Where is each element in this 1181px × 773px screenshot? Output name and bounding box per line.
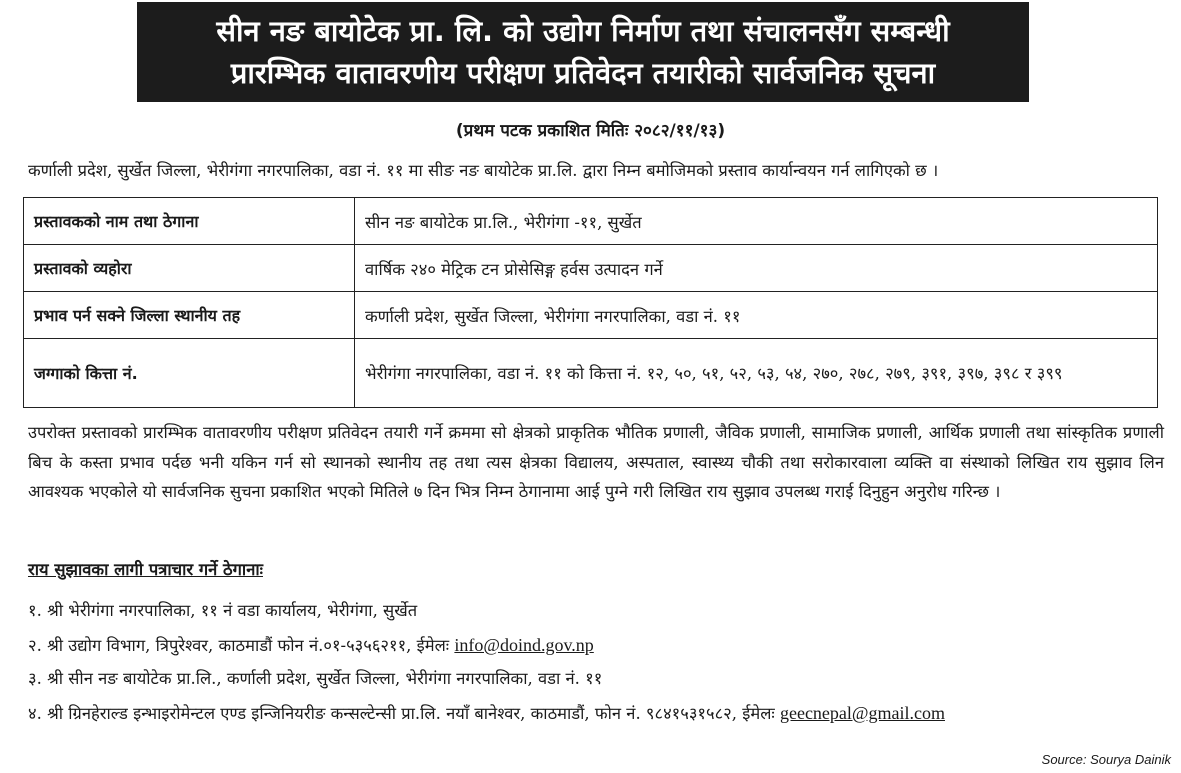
email-label: ईमेलः <box>742 704 780 723</box>
list-item <box>28 698 945 732</box>
address-text: २. श्री उद्योग विभाग, त्रिपुरेश्वर, काठमाडौं फोन नं.०१-५३५६२११, <box>28 636 417 655</box>
source-credit: Source: Sourya Dainik <box>1041 752 1171 767</box>
notice-title-banner <box>137 2 1029 102</box>
request-paragraph: उपरोक्त प्रस्तावको प्रारम्भिक वातावरणीय परीक्षण प्रतिवेदन तयारी गर्ने क्रममा सो क्षेत्रको प्राकृतिक भौतिक प्रणाली, जैविक प्रणाली, सामाजिक प्रणाली, आर्थिक प्रणाली तथा सांस्कृतिक प्रणाली बिच के कस्ता प्रभाव पर्दछ भनी यकिन गर्न सो स्थानको स्थानीय तह तथा त्यस क्षेत्रका विद्यालय, अस्पताल, स्वास्थ्य चौकी तथा सरोकारवाला व्यक्ति वा संस्थाको लिखित राय सुझाव लिन आवश्यक भएकोले यो सार्वजनिक सुचना प्रकाशित भएको मितिले ७ दिन भित्र निम्न ठेगानामा आई पुग्ने गरी लिखित राय सुझाव उपलब्ध गराई दिनुहुन अनुरोध गरिन्छ । <box>28 423 1164 501</box>
row-value: वार्षिक २४० मेट्रिक टन प्रोसेसिङ्ग हर्वस उत्पादन गर्ने <box>355 245 1158 292</box>
email-link[interactable]: geecnepal@gmail.com <box>779 703 945 723</box>
email-link[interactable]: info@doind.gov.np <box>454 635 594 655</box>
publication-date: (प्रथम पटक प्रकाशित मितिः २०८२/११/१३) <box>455 121 726 141</box>
row-value: भेरीगंगा नगरपालिका, वडा नं. ११ को कित्ता नं. १२, ५०, ५१, ५२, ५३, ५४, २७०, २७८, २७९, ३९१, ३९७, ३९८ र ३९९ <box>355 339 1158 408</box>
address-text: १. श्री भेरीगंगा नगरपालिका, ११ नं वडा कार्यालय, भेरीगंगा, सुर्खेत <box>28 601 418 620</box>
table-row <box>24 292 1158 339</box>
address-text: ४. श्री ग्रिनहेराल्ड इन्भाइरोमेन्टल एण्ड इन्जिनियरीङ कन्सल्टेन्सी प्रा.लि. नयाँ बानेश्वर, काठमाडौं, फोन नं. ९८४१५३१५८२, <box>28 704 743 723</box>
list-item <box>28 664 945 698</box>
row-label: जग्गाको कित्ता नं. <box>24 339 355 408</box>
row-value: कर्णाली प्रदेश, सुर्खेत जिल्ला, भेरीगंगा नगरपालिका, वडा नं. ११ <box>355 292 1158 339</box>
table-row <box>24 245 1158 292</box>
proposal-info-table <box>23 197 1158 408</box>
row-value: सीन नङ बायोटेक प्रा.लि., भेरीगंगा -११, सुर्खेत <box>355 198 1158 245</box>
table-row <box>24 339 1158 408</box>
email-label: ईमेलः <box>416 636 455 655</box>
address-list <box>28 596 945 732</box>
title-line-1: सीन नङ बायोटेक प्रा. लि. को उद्योग निर्माण तथा संचालनसँग सम्बन्धी <box>216 14 950 48</box>
row-label: प्रस्तावकको नाम तथा ठेगाना <box>24 198 355 245</box>
address-heading: राय सुझावका लागी पत्राचार गर्ने ठेगानाः <box>28 560 263 579</box>
intro-text: कर्णाली प्रदेश, सुर्खेत जिल्ला, भेरीगंगा नगरपालिका, वडा नं. ११ मा सीङ नङ बायोटेक प्रा.लि. द्वारा निम्न बमोजिमको प्रस्ताव कार्यान्वयन गर्न लागिएको छ । <box>28 161 939 180</box>
row-label: प्रभाव पर्न सक्ने जिल्ला स्थानीय तह <box>24 292 355 339</box>
list-item <box>28 596 945 630</box>
row-label: प्रस्तावको व्यहोरा <box>24 245 355 292</box>
address-text: ३. श्री सीन नङ बायोटेक प्रा.लि., कर्णाली प्रदेश, सुर्खेत जिल्ला, भेरीगंगा नगरपालिका, वडा नं. ११ <box>28 669 603 688</box>
list-item <box>28 630 945 664</box>
title-line-2: प्रारम्भिक वातावरणीय परीक्षण प्रतिवेदन तयारीको सार्वजनिक सूचना <box>230 56 936 90</box>
table-row <box>24 198 1158 245</box>
